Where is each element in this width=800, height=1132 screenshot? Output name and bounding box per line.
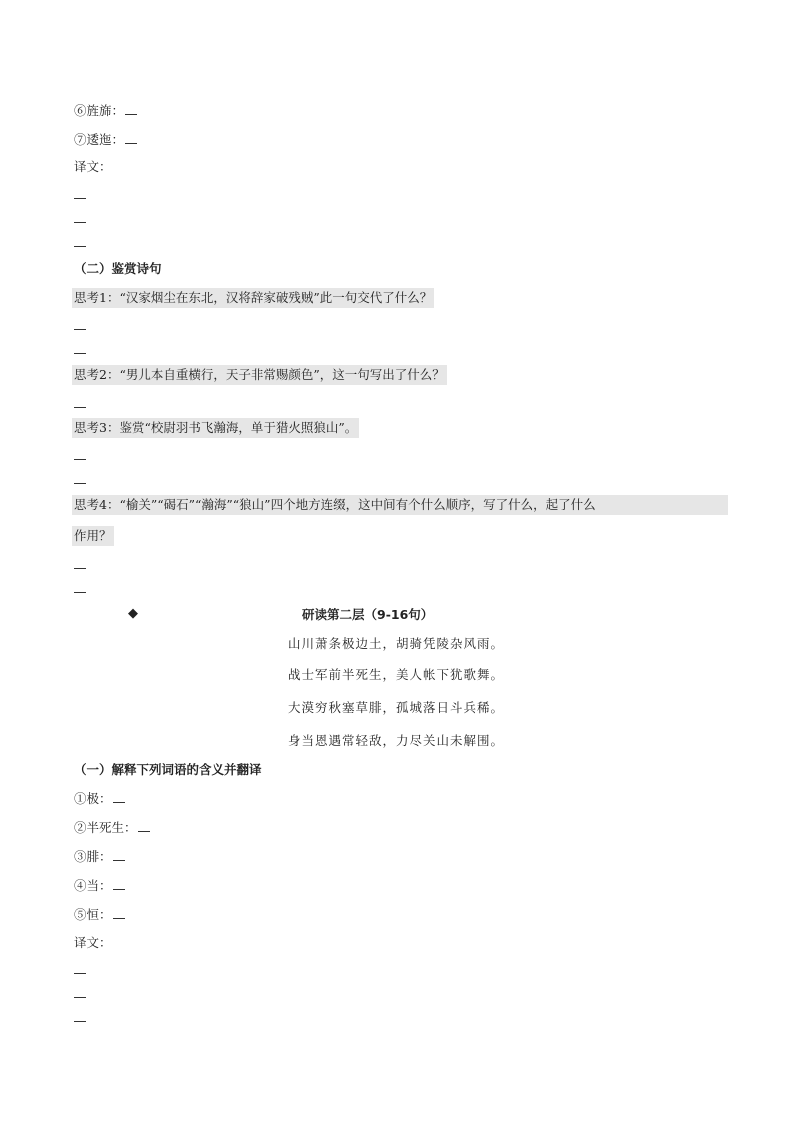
poem-line: 身当恩遇常轻敌，力尽关山未解围。 <box>288 733 505 748</box>
poem-line: 战士军前半死生，美人帐下犹歌舞。 <box>288 667 505 682</box>
vocab-item <box>74 102 137 120</box>
question-2: 思考2：“男儿本自重横行，天子非常赐颜色”，这一句写出了什么？ <box>72 365 447 385</box>
answer-line[interactable] <box>74 568 86 569</box>
question-1: 思考1：“汉家烟尘在东北，汉将辞家破残贼”此一句交代了什么？ <box>72 288 434 308</box>
vocab-label: ⑦逶迤： <box>74 132 125 147</box>
poem-line: 山川萧条极边土，胡骑凭陵杂风雨。 <box>288 636 505 651</box>
answer-line[interactable] <box>74 353 86 354</box>
vocab-item <box>74 906 125 924</box>
answer-line[interactable] <box>74 407 86 408</box>
vocab-item <box>74 790 125 808</box>
section-heading: （二）鉴赏诗句 <box>74 261 162 276</box>
answer-blank[interactable] <box>125 104 137 115</box>
vocab-item <box>74 131 137 149</box>
answer-line[interactable] <box>74 329 86 330</box>
answer-line[interactable] <box>74 198 86 199</box>
vocab-label: ②半死生： <box>74 820 137 835</box>
answer-blank[interactable] <box>113 908 125 919</box>
section-heading: （一）解释下列词语的含义并翻译 <box>74 762 262 777</box>
answer-line[interactable] <box>74 973 86 974</box>
question-3: 思考3：鉴赏“校尉羽书飞瀚海，单于猎火照狼山”。 <box>72 418 359 438</box>
answer-blank[interactable] <box>113 879 125 890</box>
answer-blank[interactable] <box>138 821 150 832</box>
vocab-label: ③腓： <box>74 849 112 864</box>
answer-line[interactable] <box>74 459 86 460</box>
vocab-label: ⑤恒： <box>74 907 112 922</box>
answer-line[interactable] <box>74 1021 86 1022</box>
vocab-item <box>74 848 125 866</box>
diamond-bullet-icon: ◆ <box>128 606 138 621</box>
translation-label: 译文： <box>74 159 112 174</box>
answer-line[interactable] <box>74 483 86 484</box>
poem-line: 大漠穷秋塞草腓，孤城落日斗兵稀。 <box>288 700 505 715</box>
vocab-item <box>74 877 125 895</box>
vocab-label: ④当： <box>74 878 112 893</box>
answer-line[interactable] <box>74 246 86 247</box>
vocab-item <box>74 819 150 837</box>
question-4-line2: 作用？ <box>72 526 114 546</box>
answer-blank[interactable] <box>113 850 125 861</box>
vocab-label: ①极： <box>74 791 112 806</box>
answer-blank[interactable] <box>113 792 125 803</box>
answer-line[interactable] <box>74 997 86 998</box>
translation-label: 译文： <box>74 935 112 950</box>
section-title: 研读第二层（9-16句） <box>302 607 434 622</box>
answer-line[interactable] <box>74 592 86 593</box>
vocab-label: ⑥旌旆： <box>74 103 125 118</box>
answer-line[interactable] <box>74 222 86 223</box>
answer-blank[interactable] <box>125 133 137 144</box>
question-4-line1: 思考4：“榆关”“碣石”“瀚海”“狼山”四个地方连缀，这中间有个什么顺序，写了什么，起了什么 <box>72 495 728 515</box>
